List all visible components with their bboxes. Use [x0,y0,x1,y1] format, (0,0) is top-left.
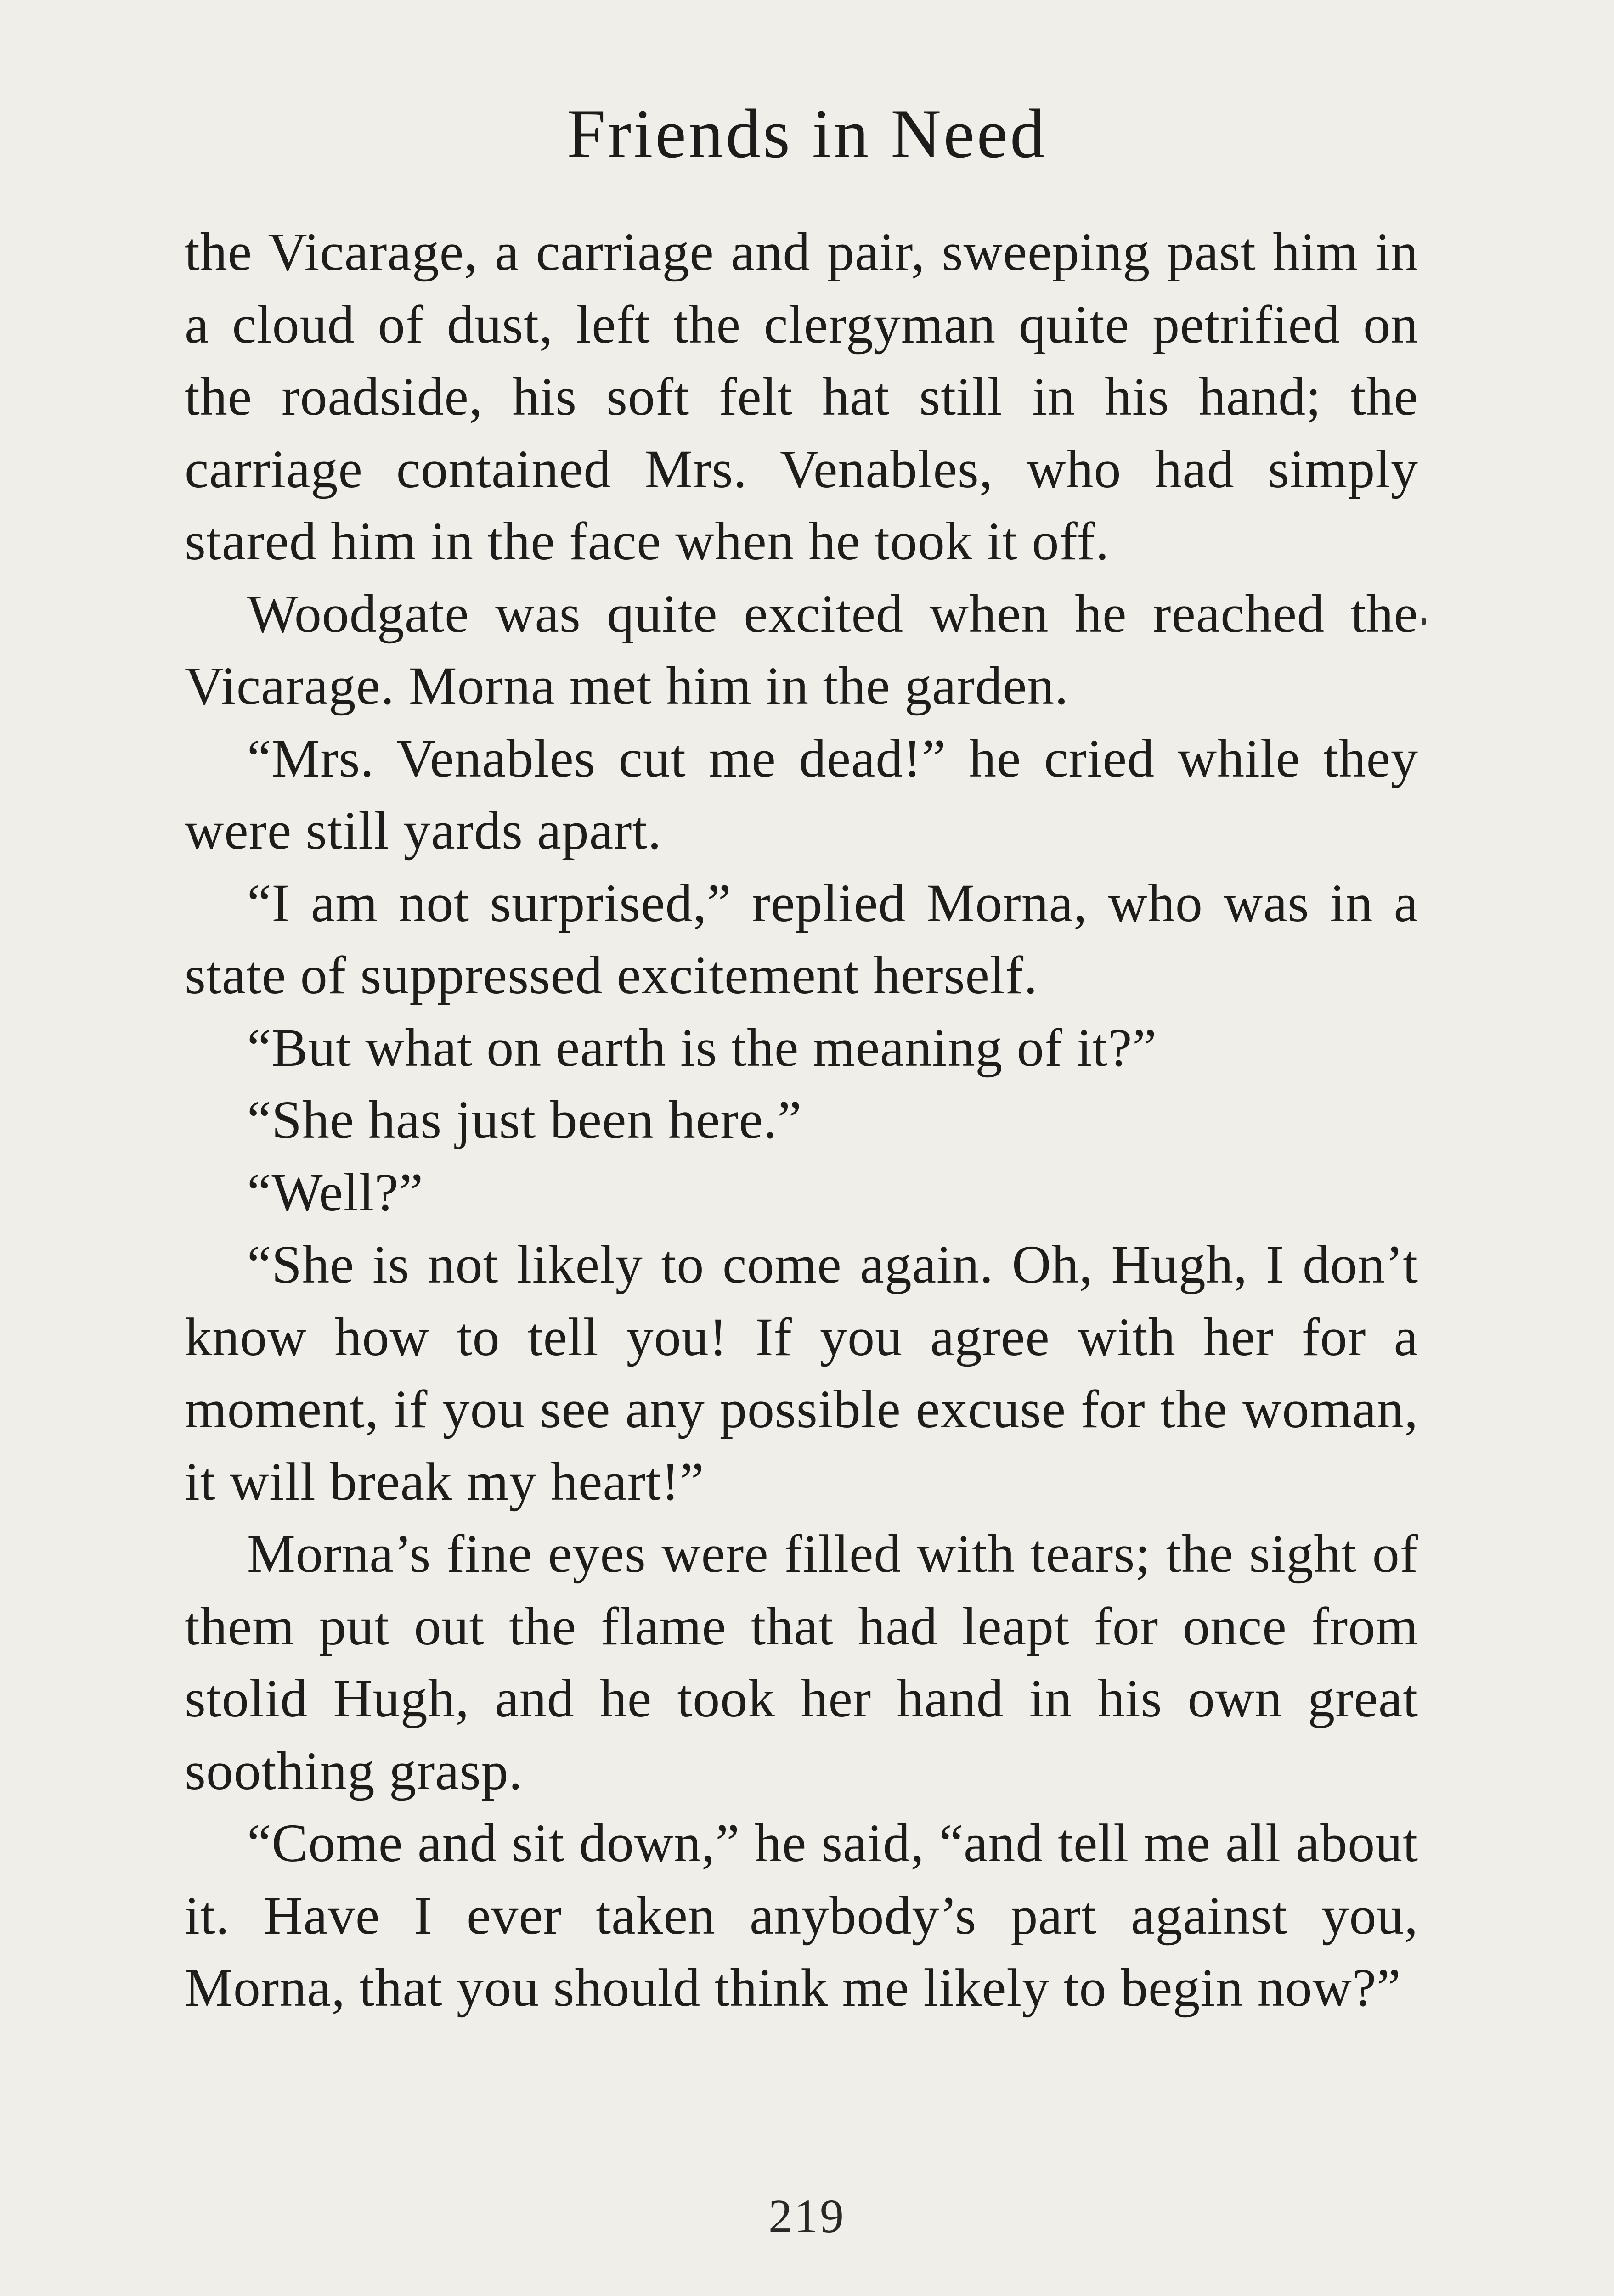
paragraph-9: Morna’s fine eyes were filled with tears; the sight of them put out the flame that had leapt for once from stolid Hugh, and he took her hand in his own great soothing grasp. [185,1524,1418,1801]
paragraph-7: “Well?” [247,1162,423,1222]
paragraph-6: “She has just been here.” [247,1090,802,1150]
paragraph-1: the Vicarage, a carriage and pair, sweeping past him in a cloud of dust, left the clergyman quite petrified on the roadside, his soft felt hat still in his hand; the carriage contained Mrs. Venables, who had simply stared him in the face when he took it off. [185,222,1418,571]
paragraph-4: “I am not surprised,” replied Morna, who was in a state of suppressed excitement herself. [185,872,1418,1005]
paragraph-3: “Mrs. Venables cut me dead!” he cried while they were still yards apart. [185,728,1418,861]
ink-speck [1422,618,1426,625]
paragraph-10: “Come and sit down,” he said, “and tell me all about it. Have I ever taken anybody’s part against you, Morna, that you should think me likely to begin now?” [185,1813,1418,2018]
paragraph-5: “But what on earth is the meaning of it?” [247,1017,1157,1078]
paragraph-2: Woodgate was quite excited when he reached the Vicarage. Morna met him in the garden. [185,583,1418,716]
running-head: Friends in Need [567,95,1047,172]
body-text [185,216,1418,2024]
paragraph-8: “She is not likely to come again. Oh, Hugh, I don’t know how to tell you! If you agree with her for a moment, if you see any possible excuse for the woman, it will break my heart!” [185,1234,1418,1512]
page-number: 219 [768,2190,846,2243]
